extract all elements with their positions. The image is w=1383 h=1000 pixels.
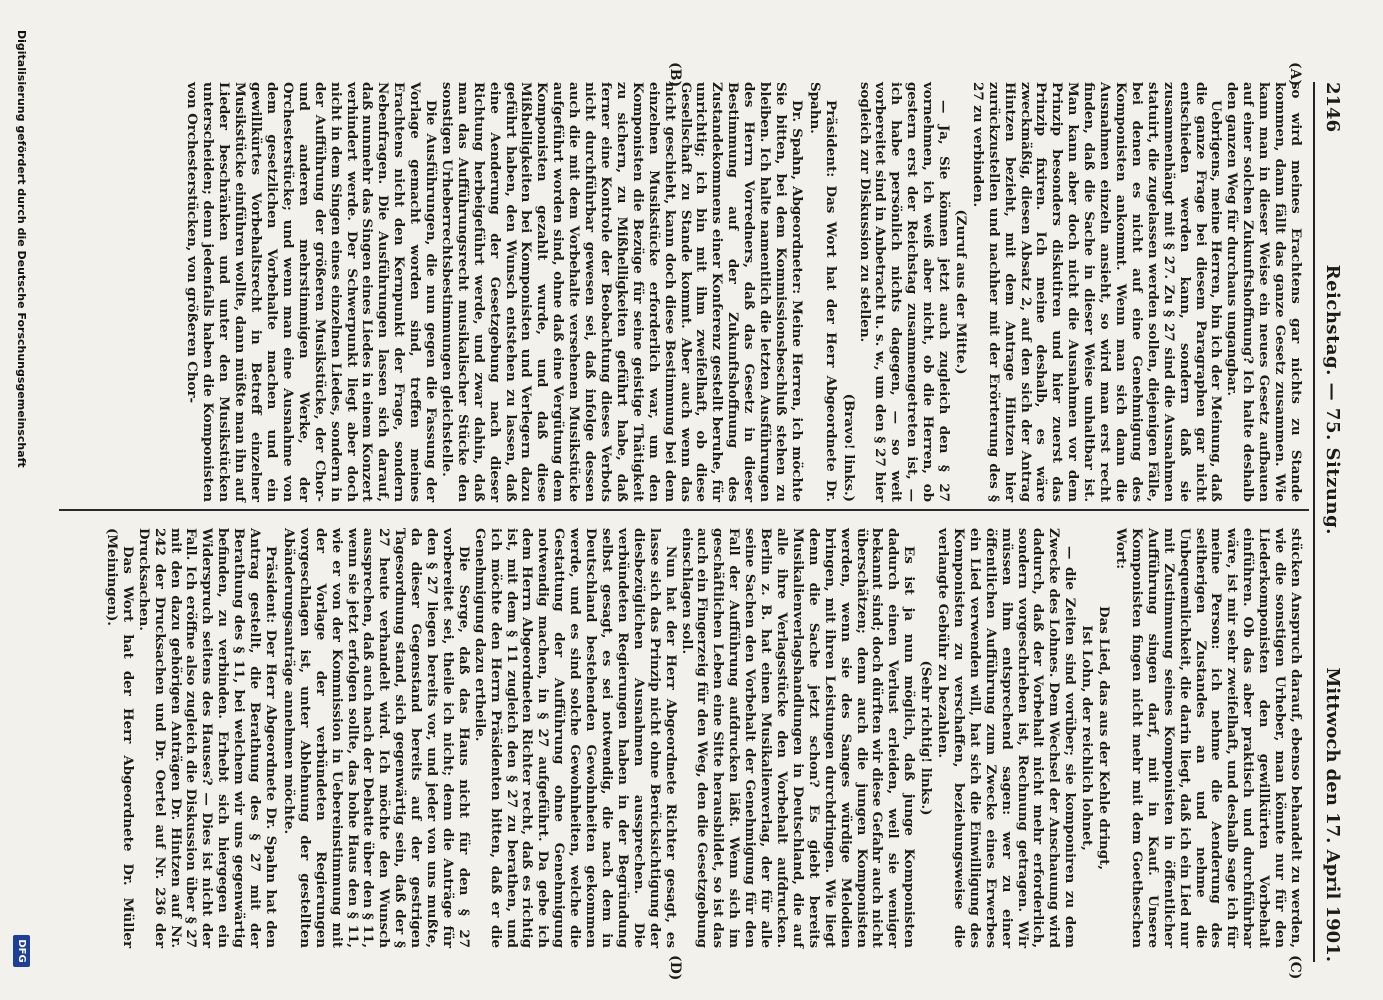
quotation-line: Das Lied, das aus der Kehle dringt, [1096, 606, 1113, 870]
speaker-paragraph: Dr. Spahn, Abgeordneter: Meine Herren, ich möchte Sie bitten, bei dem Kommissionsbeschluß stehen zu bleiben. Ich halte namentlich die letzten Ausführungen des Herrn Vorredners, daß das Gesetz in dieser Bestimmung auf der Zukunftshoffnung des Zustandekommens einer Konferenz gestellt beruhe, für unrichtig; ich bin mit ihm zweifelhaft, ob diese Gesellschaft zu Stande kommt. Aber auch wenn das nicht geschieht, kann doch diese Bestimmung bei dem einzelnen Musikstücke erforderlich war, um den Komponisten die Bezüge für seine geistige Thätigkeit zu sichern, zu Mißhelligkeiten geführt habe, daß ferner eine Kontrole der Beobachtung dieses Verbots nicht durchführbar gewesen sei, daß infolge dessen auch die mit dem Vorbehalte versehenen Musikstücke aufgeführt worden sind, ohne daß eine Vergütung dem Komponisten gezahlt wurde, und daß diese Mißhelligkeiten bei Komponisten und Verlegern dazu geführt haben, den Wunsch entstehen zu lassen, daß eine Aenderung der Gesetzgebung nach dieser Richtung herbeigeführt werde, und zwar dahin, daß man das Aufführungsrecht musikalischer Stücke den sonstigen Urheberrechtsbestimmungen gleichstelle. [438, 82, 805, 502]
paragraph: — Ja, Sie können jetzt auch zugleich den § 27 vornehmen, ich weiß aber nicht, ob die Herren, ob gestern erst der Reichstag zusammengetreten ist, — ich habe persönlich nichts dagegen, — so weit vorbereitet sind in Anbetracht u. s. w., um den § 27 hier sogleich zur Diskussion zu stellen. [856, 82, 953, 502]
paragraph: so wird meines Erachtens gar nichts zu Stande kommen, dann fällt das ganze Gesetz zusammen. Wie kann man in dieser Weise ein neues Gesetz aufbauen auf einer solchen Zukunftshoffnung? Ich halte deshalb den ganzen Weg für durchaus ungangbar. [1224, 82, 1304, 502]
digitization-credit [4, 0, 34, 1000]
paragraph: stücken Anspruch darauf, ebenso behandelt zu werden, wie die sonstigen Urheber, man könnte nur für den Liederkomponisten den gewillkürten Vorbehalt einführen. Ob das aber praktisch und durchführbar wäre, ist mir sehr zweifelhaft, und deshalb sage ich für meine Person: ich nehme die Aenderung des seitherigen Zustandes an und nehme die Unbequemlichkeit, die darin liegt, daß ich ein Lied nur mit Zustimmung seines Komponisten in öffentlicher Aufführung singen darf, mit in Kauf. Unsere Komponisten fingen nicht mehr mit dem Goetheschen Wort: [1113, 528, 1304, 948]
margin-marker-d: (D) [667, 955, 683, 981]
credit-text: Digitalisierung gefördert durch die Deutsche Forschungsgemeinschaft [15, 30, 28, 468]
page-title: Reichstag. — 75. Sitzung. [1322, 264, 1343, 535]
page-header [1317, 82, 1343, 962]
paragraph: — die Zeiten sind vorüber; sie komponiren zu dem Zwecke des Lohnes. Dem Wechsel der Anschauung wird dadurch, daß der Vorbehalt nicht mehr erforderlich, sondern vorgeschrieben ist, Rechnung getragen. Wir müssen ihm entsprechend sagen: wer zu einer öffentlichen Aufführung zum Zwecke eines Erwerbes ein Lied verwenden will, hat sich die Einwilligung des Komponisten zu verschaffen, beziehungsweise die verlangte Gebühr zu bezahlen. [935, 528, 1079, 948]
margin-marker-a: (A) [1287, 62, 1303, 87]
header-rule [1313, 82, 1315, 962]
dfg-logo: DFG [13, 935, 30, 967]
paragraph: Uebrigens, meine Herren, bin ich der Meinung, daß die ganze Frage bei diesem Paragraphen gar nicht entschieden werden kann, sondern daß sie zusammenhängt mit § 27. Zu § 27 sind die Ausnahmen statuirt, die zugelassen werden sollen, diejenigen Fälle, bei denen es nicht auf eine Genehmigung des Komponisten ankommt. Wenn man sich dann die Ausnahmen einzeln ansieht, so wird man erst recht finden, daß die Sache in dieser Weise unhaltbar ist. Man kann aber doch nicht die Ausnahmen vor dem Prinzip besonders diskutiren und hier zuerst das Prinzip fixiren. Ich meine deshalb, es wäre zweckmäßig, diesen Absatz 2, auf den sich der Antrag Hintzen bezieht, mit dem Antrage Hintzen hier zurückzustellen und nachher mit der Erörterung des § 27 zu verbinden. [969, 82, 1225, 502]
paragraph: Es ist ja nun möglich, daß junge Komponisten dadurch einen Verlust erleiden, weil sie weniger bekannt sind; doch dürften wir diese Gefahr auch nicht überschätzen; denn auch die jungen Komponisten werden, wenn sie des Sanges würdige Melodien bringen, mit ihren Leistungen durchdringen. Wie liegt denn die Sache jetzt schon? Es giebt bereits Musikalienverlagshandlungen in Deutschland, die auf alle ihre Verlagsstücke den Vorbehalt aufdrucken. Berlin z. B. hat einen Musikalienverlag, der für alle seine Sachen den Vorbehalt der Genehmigung für den Fall der Aufführung aufdrucken läßt. Wenn sich im geschäftlichen Leben eine Sitte herausbildet, so ist das auch ein Fingerzeig für den Weg, den die Gesetzgebung einschlagen soll. [678, 528, 918, 948]
speaker-paragraph: Präsident: Das Wort hat der Herr Abgeordnete Dr. Spahn. [806, 82, 839, 502]
right-text-column [103, 528, 1303, 948]
paragraph: Die Sorge, daß das Haus nicht für den § 27 vorbereitet sei, theile ich nicht; denn die Anträge für den § 27 liegen bereits vor, und jeder von uns mußte, da dieser Gegenstand bereits auf der gestrigen Tagesordnung stand, sich gegenwärtig sein, daß der § 27 heute verhandelt wird. Ich möchte den Wunsch aussprechen, daß auch nach der Debatte über den § 11, wenn sie jetzt erfolgen sollte, das hohe Haus den § 11, wie er von der Kommission in Uebereinstimmung mit der Vorlage der verbündeten Regierungen vorgeschlagen ist, unter Ablehnung der gestellten Abänderungsanträge annehmen möchte. [280, 528, 472, 948]
quotation-line: Ist Lohn, der reichlich lohnet, [1079, 625, 1096, 851]
interjection: (Sehr richtig! links.) [918, 660, 935, 816]
session-date: Mittwoch den 17. April 1901. [1322, 667, 1343, 962]
interjection: (Zuruf aus der Mitte.) [952, 209, 969, 375]
paragraph: Das Wort hat der Herr Abgeordnete Dr. Müller (Meiningen). [103, 528, 136, 948]
left-text-column [184, 82, 1303, 502]
speaker-paragraph: Präsident: Der Herr Abgeordnete Dr. Spahn hat den Antrag gestellt, die Berathung des § 27 mit der Berathung des § 11, bei welchem wir uns gegenwärtig befinden, zu verbinden. Erhebt sich hiergegen ein Widerspruch seitens des Hauses? — Dies ist nicht der Fall. Ich eröffne also zugleich die Diskussion über § 27 mit den dazu gehörigen Anträgen Dr. Hintzen auf Nr. 242 der Drucksachen und Dr. Oertel auf Nr. 236 der Drucksachen. [135, 528, 279, 948]
interjection: (Bravo! links.) [840, 393, 857, 502]
margin-marker-c: (C) [1287, 955, 1303, 980]
column-separator [59, 509, 1309, 511]
paragraph: Die Ausführungen, die nun gegen die Fassung der Vorlage gemacht worden sind, treffen meines Erachtens nicht den Kernpunkt der Frage, sondern Nebenfragen. Die Ausführungen lassen sich darauf, daß nunmehr das Singen eines Liedes in einem Konzert verhindert werde. Der Schwerpunkt liegt aber doch nicht in dem Singen eines einzelnen Liedes, sondern in der Aufführung der größeren Musikstücke, der Chor- und anderen mehrstimmigen Werke, der Orchesterstücke; und wenn man eine Ausnahme von dem gesetzlichen Vorbehalte machen und ein gewillkürtes Vorbehaltsrecht in Betreff einzelner Musikstücke einführen wollte, dann müßte man ihn auf Lieder beschränken und unter den Musikstücken unterscheiden; denn jedenfalls haben die Komponisten von Orchesterstücken, von größeren Chor- [184, 82, 440, 502]
margin-marker-b: (B) [667, 62, 683, 88]
paragraph: Nun hat der Herr Abgeordnete Richter gesagt, es lasse sich das Prinzip nicht ohne Berücksichtigung der diesbezüglichen Ausnahmen aussprechen. Die verbündeten Regierungen haben in der Begründung selbst gesagt, es sei notwendig, die nach dem in Deutschland bestehenden Gewohnheiten gekommen werde, und es sind solche Gewohnheiten, welche die Gestattung der Aufführung ohne Genehmigung notwendig machen, in § 27 aufgeführt. Da gebe ich dem Herrn Abgeordneten Richter recht, daß es richtig ist, mit dem § 11 zugleich den § 27 zu berathen, und ich möchte den Herrn Präsidenten bitten, daß er die Genehmigung dazu ertheile. [471, 528, 679, 948]
page-number: 2146 [1322, 82, 1343, 133]
